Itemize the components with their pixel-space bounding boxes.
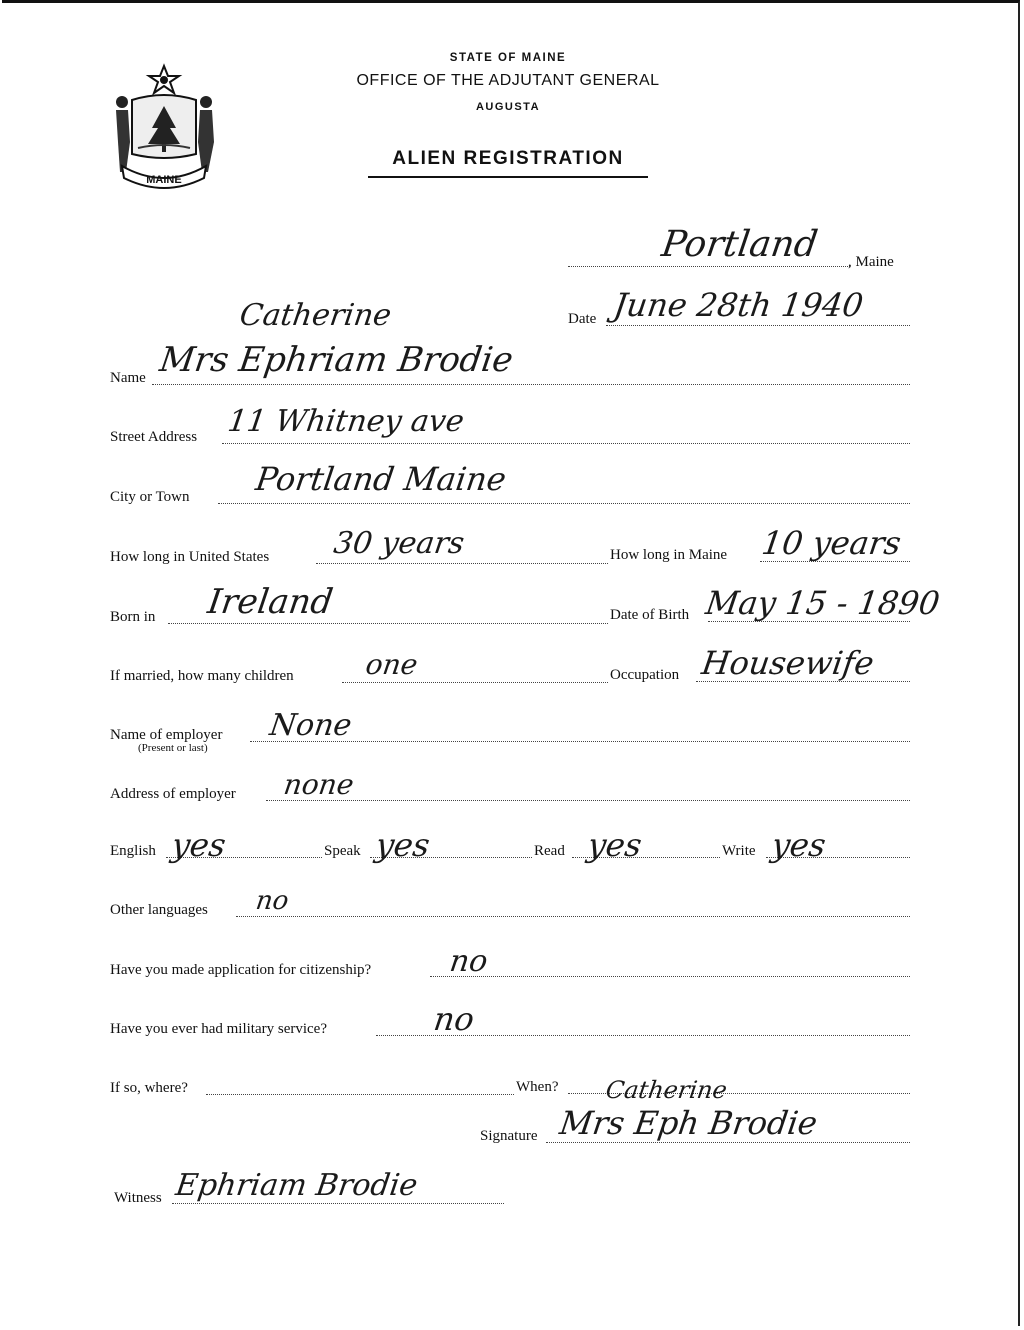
employer-label: Name of employer xyxy=(110,727,223,743)
date-label: Date xyxy=(568,311,597,327)
employer-address-value: none xyxy=(281,768,356,801)
when-label: When? xyxy=(516,1079,559,1095)
how-long-maine-value: 10 years xyxy=(759,524,904,562)
employer-value: None xyxy=(267,708,354,743)
name-above-value: Catherine xyxy=(237,298,394,333)
write-label: Write xyxy=(722,843,756,859)
employer-address-line xyxy=(266,800,910,801)
city-label: City or Town xyxy=(110,489,190,505)
citizenship-value: no xyxy=(447,944,490,979)
header-city: AUGUSTA xyxy=(475,101,541,113)
name-line xyxy=(152,384,910,385)
dob-label: Date of Birth xyxy=(610,607,690,623)
street-value: 11 Whitney ave xyxy=(225,404,467,439)
dob-value: May 15 - 1890 xyxy=(703,584,943,622)
english-label: English xyxy=(110,843,156,859)
if-so-where-label: If so, where? xyxy=(110,1080,188,1096)
how-long-maine-label: How long in Maine xyxy=(610,547,728,563)
how-long-us-line xyxy=(316,563,608,564)
maine-suffix-label: , Maine xyxy=(848,254,894,270)
witness-label: Witness xyxy=(114,1190,162,1206)
witness-line xyxy=(172,1203,504,1204)
children-line xyxy=(342,682,608,683)
read-label: Read xyxy=(534,843,565,859)
place-value: Portland xyxy=(659,224,821,265)
how-long-us-label: How long in United States xyxy=(110,549,270,565)
how-long-us-value: 30 years xyxy=(331,526,467,561)
other-languages-label: Other languages xyxy=(110,902,208,918)
signature-line xyxy=(546,1142,910,1143)
born-in-value: Ireland xyxy=(205,582,336,622)
citizenship-label: Have you made application for citizenship? xyxy=(110,962,372,978)
citizenship-line xyxy=(430,976,910,977)
city-value: Portland Maine xyxy=(253,460,509,498)
if-so-where-line xyxy=(206,1094,514,1095)
place-line xyxy=(568,266,850,267)
header-state: STATE OF MAINE xyxy=(449,52,567,64)
city-line xyxy=(218,503,910,504)
name-label: Name xyxy=(110,370,146,386)
write-value: yes xyxy=(769,826,829,864)
english-value: yes xyxy=(169,826,229,864)
header-office: OFFICE OF THE ADJUTANT GENERAL xyxy=(356,72,660,89)
other-languages-line xyxy=(236,916,910,917)
born-in-line xyxy=(168,623,608,624)
street-line xyxy=(222,443,910,444)
occupation-label: Occupation xyxy=(610,667,680,683)
signature-label: Signature xyxy=(480,1128,538,1144)
signature-value: Mrs Eph Brodie xyxy=(557,1104,820,1142)
title-underline xyxy=(368,176,648,178)
employer-note: (Present or last) xyxy=(138,742,208,754)
witness-value: Ephriam Brodie xyxy=(173,1168,420,1203)
read-value: yes xyxy=(585,826,645,864)
speak-value: yes xyxy=(373,826,433,864)
occupation-value: Housewife xyxy=(699,644,877,682)
born-in-label: Born in xyxy=(110,609,156,625)
date-line xyxy=(606,325,910,326)
children-value: one xyxy=(363,648,420,681)
speak-label: Speak xyxy=(324,843,361,859)
other-languages-value: no xyxy=(253,886,291,916)
military-value: no xyxy=(431,1000,477,1038)
employer-address-label: Address of employer xyxy=(110,786,236,802)
form-title: ALIEN REGISTRATION xyxy=(392,148,624,169)
children-label: If married, how many children xyxy=(110,668,294,684)
street-label: Street Address xyxy=(110,429,198,445)
seal-banner-text: MAINE xyxy=(146,174,182,186)
signature-above-value: Catherine xyxy=(604,1076,729,1104)
name-value: Mrs Ephriam Brodie xyxy=(157,340,516,380)
military-label: Have you ever had military service? xyxy=(110,1021,327,1037)
date-value: June 28th 1940 xyxy=(611,286,866,324)
